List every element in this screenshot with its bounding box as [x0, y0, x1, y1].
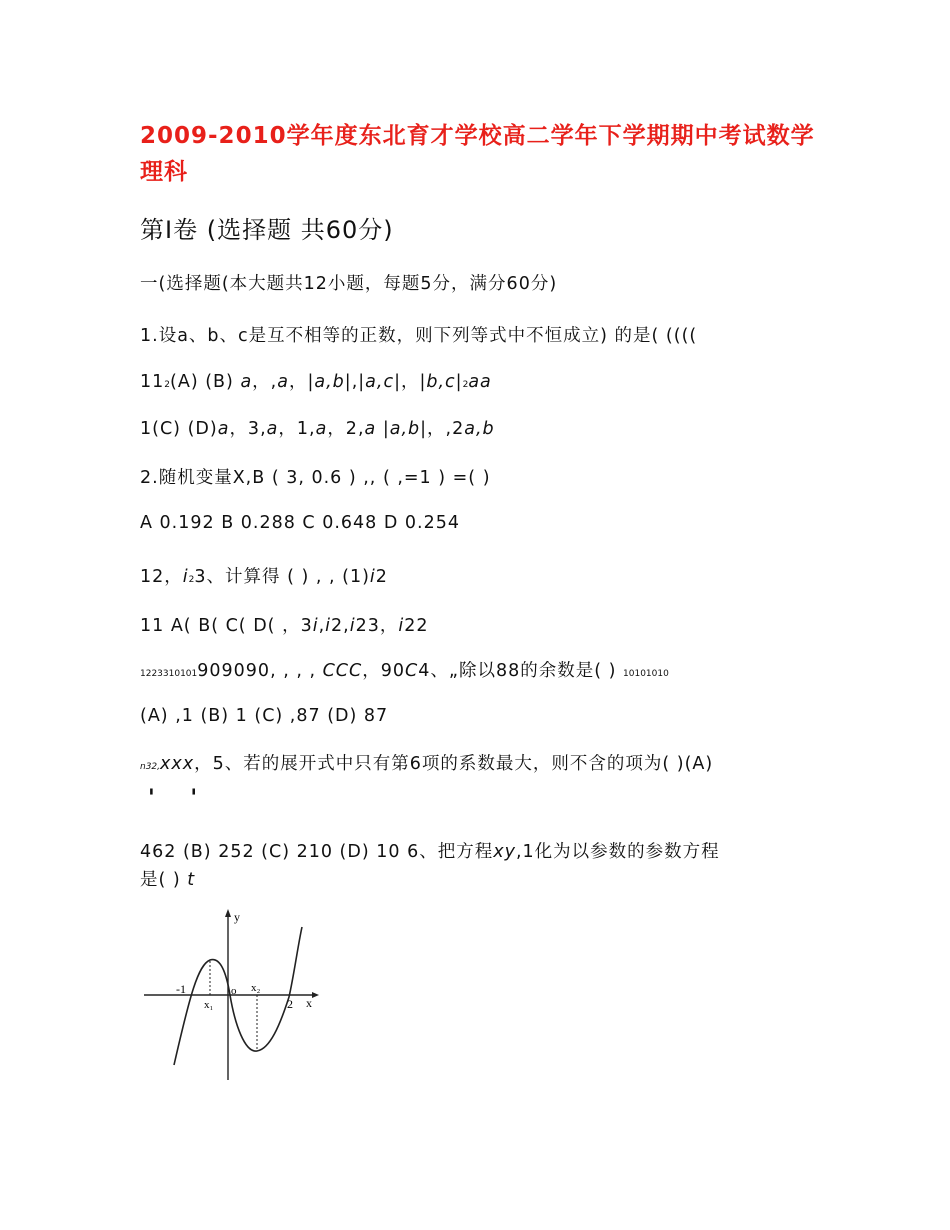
math-var: a,b [389, 419, 421, 439]
text-fragment: 11 A( B( C( D( ，3 [140, 616, 313, 636]
math-var: i [325, 616, 332, 636]
math-var: b,c [426, 372, 456, 392]
text-fragment: 22 [404, 616, 429, 636]
math-var: a [240, 372, 253, 392]
math-var: xy [493, 842, 516, 862]
math-var: a [217, 419, 230, 439]
text-fragment: 11 [140, 372, 165, 392]
text-fragment: ，3, [229, 419, 267, 439]
x-axis-arrow-icon [312, 992, 319, 998]
subscript: 2 [462, 380, 469, 390]
question-1-options-ab [140, 368, 492, 393]
subscript: 2 [188, 575, 195, 585]
math-var: aa [468, 372, 492, 392]
math-var: a [266, 419, 279, 439]
text-fragment: ，2, [327, 419, 365, 439]
text-fragment: |，,2 [420, 419, 465, 439]
question-3-options [140, 612, 429, 637]
text-fragment: 1(C) (D) [140, 419, 218, 439]
subscript: 2 [164, 380, 171, 390]
text-fragment: , [318, 616, 326, 636]
math-var: C [405, 661, 419, 681]
math-var: xxx [160, 754, 195, 774]
math-var: CCC [322, 661, 363, 681]
text-fragment: ,1化为以参数的参数方程 [515, 842, 720, 862]
part-heading: 一(选择题(本大题共12小题，每题5分，满分60分) [140, 274, 558, 294]
small-digits: 1223310101 [140, 669, 198, 679]
question-2: 2.随机变量X,B ( 3, 0.6 ) ,, ( ,=1 ) =( ) [140, 468, 491, 488]
origin-label: o [231, 985, 237, 997]
cubic-curve [174, 927, 302, 1065]
text-fragment: 12， [140, 567, 183, 587]
text-fragment: 23， [355, 616, 399, 636]
small-digits: n32, [140, 762, 161, 772]
section-heading: 第I卷 (选择题 共60分) [140, 216, 394, 244]
text-fragment: 909090, , , , [197, 661, 323, 681]
document-title: 2009-2010学年度东北育才学校高二学年下学期期中考试数学理科 [140, 123, 815, 185]
math-var: t [187, 870, 196, 890]
math-var: a [364, 419, 377, 439]
question-4 [140, 657, 669, 682]
text-fragment: ，90 [362, 661, 406, 681]
x1-label: x₁ [204, 999, 214, 1011]
question-5-options [140, 838, 720, 863]
text-fragment: 4、„除以88的余数是( ) [418, 661, 617, 681]
math-var: i [349, 616, 356, 636]
math-var: i [369, 567, 376, 587]
math-var: i [398, 616, 405, 636]
text-fragment: 2 [375, 567, 388, 587]
question-1-options-cd [140, 415, 495, 440]
text-fragment: ，, [252, 372, 278, 392]
text-fragment: | [455, 372, 463, 392]
question-3 [140, 563, 388, 588]
math-var: i [312, 616, 319, 636]
x-axis-label: x [306, 996, 312, 1010]
y-axis-label: y [234, 910, 240, 924]
text-fragment: |，| [394, 372, 427, 392]
text-fragment: 是( ) [140, 870, 188, 890]
text-fragment: ，5、若的展开式中只有第6项的系数最大，则不含的项为( )(A) [194, 754, 714, 774]
math-var: a [315, 419, 328, 439]
text-fragment: 462 (B) 252 (C) 210 (D) 10 6、把方程 [140, 842, 494, 862]
text-fragment: | [376, 419, 390, 439]
text-fragment: ，| [288, 372, 315, 392]
math-var: a,b [314, 372, 345, 392]
question-4-options: (A) ,1 (B) 1 (C) ,87 (D) 87 [140, 706, 389, 726]
math-var: i [182, 567, 189, 587]
tick-label-2: 2 [287, 997, 293, 1011]
function-graph [140, 905, 325, 1085]
y-axis-arrow-icon [225, 909, 231, 917]
text-fragment: 3、计算得 ( ) , , (1) [194, 567, 370, 587]
question-2-options: A 0.192 B 0.288 C 0.648 D 0.254 [140, 513, 461, 533]
stray-marks: ' ' [148, 786, 212, 811]
question-1: 1.设a、b、c是互不相等的正数，则下列等式中不恒成立) 的是( (((( [140, 326, 698, 346]
question-5 [140, 750, 713, 775]
text-fragment: 2, [331, 616, 350, 636]
small-digits: 10101010 [623, 669, 669, 679]
math-var: a [277, 372, 289, 392]
text-fragment: |,| [344, 372, 366, 392]
math-var: a,b [464, 419, 495, 439]
math-var: a,c [365, 372, 395, 392]
question-6-tail [140, 866, 195, 891]
x2-label: x₂ [251, 982, 261, 994]
text-fragment: (A) (B) [170, 372, 241, 392]
text-fragment: ，1, [278, 419, 316, 439]
tick-label-neg1: -1 [176, 982, 186, 996]
